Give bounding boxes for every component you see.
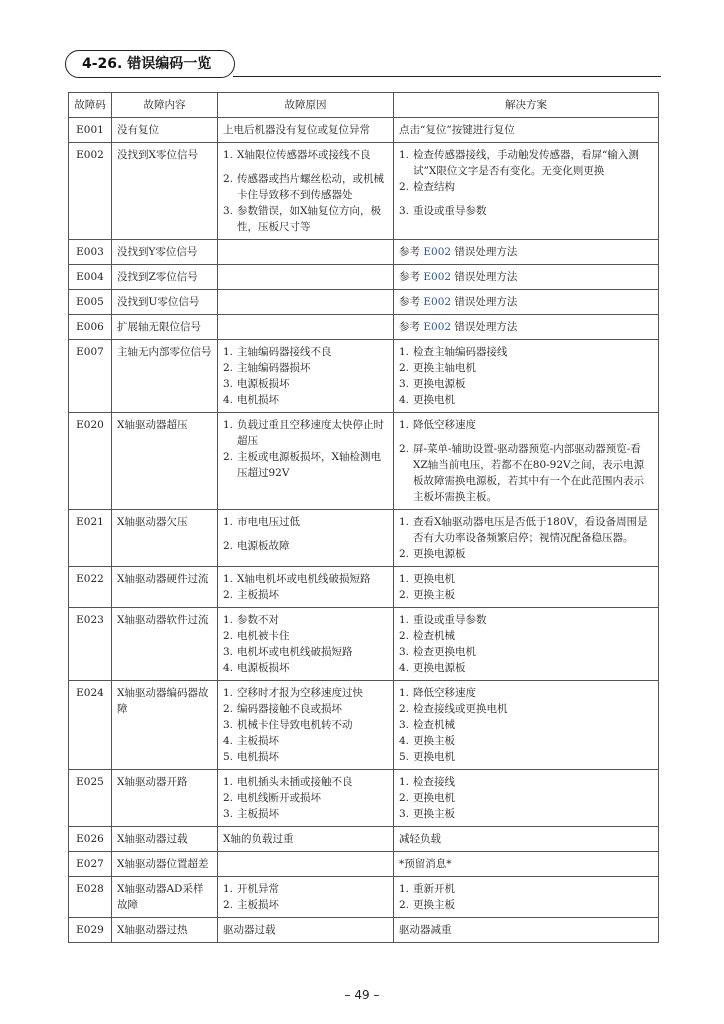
list-item (223, 628, 388, 644)
list-item-text: 检查传感器接线，手动触发传感器，看屏“输入测试”X限位文字是否有变化。无变化则更换 (413, 149, 639, 177)
list-item-text: 检查机械 (413, 719, 455, 731)
solution-cell (394, 340, 659, 413)
list-item-text: 更换主板 (413, 589, 455, 601)
list-item-number: 1. (399, 573, 410, 585)
list-item-number: 2. (399, 899, 410, 911)
list-item (399, 749, 653, 765)
cell-text: 驱动器减重 (399, 924, 452, 936)
list-item-text: 参数不对 (237, 614, 279, 626)
reference-prefix: 参考 (399, 296, 424, 308)
list-item-number: 2. (223, 362, 234, 374)
list-item-number: 5. (223, 751, 234, 763)
list-item-text: 主板损坏 (237, 808, 279, 820)
fault-cause-cell (218, 567, 394, 608)
list-item-text: 更换电源板 (413, 662, 466, 674)
list-item-number: 2. (399, 792, 410, 804)
fault-content-cell: X轴驱动器开路 (112, 770, 218, 827)
table-row (69, 877, 659, 918)
list-item (399, 587, 653, 603)
list-item (223, 147, 388, 163)
list-item (223, 806, 388, 822)
list-item-number: 1. (399, 776, 410, 788)
error-code-cell: E003 (69, 240, 112, 265)
list-item-number: 2. (223, 899, 234, 911)
list-item-number: 2. (223, 589, 234, 601)
list-item (223, 571, 388, 587)
error-code-cell: E023 (69, 608, 112, 681)
list-item-number: 1. (399, 883, 410, 895)
fault-content-cell: X轴驱动器超压 (112, 413, 218, 510)
list-item-number: 2. (223, 703, 234, 715)
list-item-text: 电源板损坏 (237, 378, 290, 390)
error-code-table (68, 92, 659, 943)
fault-cause-cell (218, 770, 394, 827)
list-item-text: 查看X轴驱动器电压是否低于180V，看设备周围是否有大功率设备频繁启停；视情况配备稳压器。 (413, 516, 648, 544)
list-item-number: 1. (223, 573, 234, 585)
list-item-number: 4. (399, 662, 410, 674)
cell-text: *预留消息* (399, 858, 452, 870)
table-row (69, 315, 659, 340)
reference-prefix: 参考 (399, 271, 424, 283)
reference-code-link[interactable]: E002 (423, 246, 452, 258)
list-item (223, 587, 388, 603)
solution-cell (394, 877, 659, 918)
list-item (223, 774, 388, 790)
list-item-number: 3. (223, 646, 234, 658)
list-item (223, 749, 388, 765)
list-item-number: 1. (399, 614, 410, 626)
list-item (223, 717, 388, 733)
list-item (223, 171, 388, 203)
page-number: – 49 – (344, 988, 380, 1002)
list-item-text: 参数错误，如X轴复位方向，极性，压板尺寸等 (237, 205, 381, 233)
list-item-text: 主板损坏 (237, 589, 279, 601)
table-row (69, 118, 659, 143)
fault-content-cell: X轴驱动器过热 (112, 918, 218, 943)
list-item-text: 更换主板 (413, 735, 455, 747)
table-row (69, 240, 659, 265)
section-title: 4-26. 错误编码一览 (65, 50, 235, 78)
error-code-cell: E024 (69, 681, 112, 770)
table-row (69, 510, 659, 567)
section-header (65, 50, 661, 80)
list-item (399, 571, 653, 587)
reference-prefix: 参考 (399, 321, 424, 333)
table-row (69, 770, 659, 827)
list-item-text: 检查接线或更换电机 (413, 703, 508, 715)
list-item (223, 392, 388, 408)
list-item (399, 514, 653, 546)
list-item-number: 1. (223, 149, 234, 161)
list-item (399, 628, 653, 644)
list-item-text: 主板或电源板损坏，X轴检测电压超过92V (237, 451, 381, 479)
error-code-cell: E025 (69, 770, 112, 827)
fault-cause-cell (218, 608, 394, 681)
list-item-text: 电源板故障 (237, 540, 290, 552)
fault-cause-cell (218, 118, 394, 143)
list-item-number: 2. (399, 443, 410, 455)
list-item (399, 660, 653, 676)
list-item (223, 612, 388, 628)
list-item-text: 负载过重且空移速度太快停止时超压 (237, 419, 384, 447)
fault-content-cell: 没找到Y零位信号 (112, 240, 218, 265)
error-code-cell: E001 (69, 118, 112, 143)
fault-cause-cell (218, 827, 394, 852)
list-item (399, 612, 653, 628)
solution-cell (394, 413, 659, 510)
error-code-cell: E020 (69, 413, 112, 510)
list-item (399, 392, 653, 408)
reference-line (399, 294, 653, 310)
list-item-text: 电机坏或电机线破损短路 (237, 646, 353, 658)
list-item (399, 881, 653, 897)
list-item-number: 4. (223, 735, 234, 747)
list-item-number: 1. (223, 516, 234, 528)
table-row (69, 143, 659, 240)
solution-cell (394, 118, 659, 143)
cell-text: X轴的负载过重 (223, 833, 294, 845)
list-item-text: 主轴编码器损坏 (237, 362, 311, 374)
list-item-number: 2. (399, 589, 410, 601)
list-item-number: 1. (223, 687, 234, 699)
list-item-text: 更换电机 (413, 573, 455, 585)
reference-code-link[interactable]: E002 (423, 321, 452, 333)
solution-cell (394, 265, 659, 290)
list-item (223, 417, 388, 449)
solution-cell (394, 827, 659, 852)
list-item-number: 3. (223, 205, 234, 217)
list-item-number: 2. (223, 451, 234, 463)
list-item-number: 1. (399, 516, 410, 528)
list-item-number: 3. (399, 646, 410, 658)
list-item (399, 717, 653, 733)
list-item-text: 开机异常 (237, 883, 279, 895)
spacer (223, 530, 388, 538)
fault-content-cell: 扩展轴无限位信号 (112, 315, 218, 340)
cell-text: 驱动器过载 (223, 924, 276, 936)
list-item (223, 360, 388, 376)
reference-prefix: 参考 (399, 246, 424, 258)
solution-cell (394, 567, 659, 608)
fault-content-cell: X轴驱动器硬件过流 (112, 567, 218, 608)
reference-suffix: 错误处理方法 (451, 296, 518, 308)
list-item (399, 147, 653, 179)
solution-cell (394, 608, 659, 681)
fault-cause-cell (218, 240, 394, 265)
fault-content-cell: 没找到U零位信号 (112, 290, 218, 315)
list-item (399, 344, 653, 360)
list-item (223, 701, 388, 717)
table-row (69, 265, 659, 290)
error-code-cell: E005 (69, 290, 112, 315)
fault-content-cell: 没有复位 (112, 118, 218, 143)
table-row (69, 340, 659, 413)
list-item-text: 重设或重导参数 (413, 205, 487, 217)
solution-cell (394, 510, 659, 567)
fault-content-cell: X轴驱动器编码器故障 (112, 681, 218, 770)
list-item-text: 更换电源板 (413, 548, 466, 560)
fault-content-cell: X轴驱动器欠压 (112, 510, 218, 567)
list-item-text: 更换电机 (413, 394, 455, 406)
list-item-number: 4. (399, 394, 410, 406)
list-item (399, 644, 653, 660)
list-item-number: 2. (399, 181, 410, 193)
reference-line (399, 319, 653, 335)
list-item-text: 更换电机 (413, 792, 455, 804)
list-item-number: 1. (223, 883, 234, 895)
list-item-text: 电机插头未插或接触不良 (237, 776, 353, 788)
fault-cause-cell (218, 265, 394, 290)
solution-cell (394, 315, 659, 340)
list-item-number: 4. (223, 394, 234, 406)
list-item-number: 3. (399, 205, 410, 217)
list-item-number: 2. (223, 630, 234, 642)
fault-content-cell: 主轴无内部零位信号 (112, 340, 218, 413)
fault-content-cell: X轴驱动器过载 (112, 827, 218, 852)
list-item-text: 检查结构 (413, 181, 455, 193)
list-item-text: 电机损坏 (237, 394, 279, 406)
spacer (223, 163, 388, 171)
reference-line (399, 269, 653, 285)
fault-cause-cell (218, 918, 394, 943)
fault-cause-cell (218, 877, 394, 918)
list-item-text: 电机被卡住 (237, 630, 290, 642)
error-code-cell: E027 (69, 852, 112, 877)
list-item-number: 3. (399, 719, 410, 731)
list-item (223, 376, 388, 392)
column-header-code: 故障码 (69, 93, 112, 118)
list-item-text: 重设或重导参数 (413, 614, 487, 626)
fault-content-cell: 没找到X零位信号 (112, 143, 218, 240)
spacer (399, 195, 653, 203)
list-item (223, 644, 388, 660)
list-item (399, 897, 653, 913)
fault-cause-cell (218, 290, 394, 315)
table-row (69, 413, 659, 510)
table-row (69, 608, 659, 681)
list-item-text: 机械卡住导致电机转不动 (237, 719, 353, 731)
list-item-number: 2. (399, 362, 410, 374)
solution-cell (394, 770, 659, 827)
list-item-number: 1. (223, 614, 234, 626)
list-item-text: 编码器接触不良或损坏 (237, 703, 342, 715)
list-item-number: 1. (223, 419, 234, 431)
list-item (223, 790, 388, 806)
list-item (399, 774, 653, 790)
table-header-row (69, 93, 659, 118)
list-item-text: 电源板损坏 (237, 662, 290, 674)
cell-text: 点击“复位”按键进行复位 (399, 124, 515, 136)
column-header-cause: 故障原因 (218, 93, 394, 118)
list-item (399, 790, 653, 806)
fault-cause-cell (218, 510, 394, 567)
list-item-text: 主板损坏 (237, 899, 279, 911)
solution-cell (394, 290, 659, 315)
list-item-text: 主轴编码器接线不良 (237, 346, 332, 358)
list-item-number: 1. (399, 419, 410, 431)
list-item-text: 电机损坏 (237, 751, 279, 763)
list-item (223, 538, 388, 554)
fault-content-cell: X轴驱动器软件过流 (112, 608, 218, 681)
cell-text: 减轻负载 (399, 833, 441, 845)
header-rule (233, 76, 661, 77)
table-row (69, 827, 659, 852)
reference-suffix: 错误处理方法 (451, 271, 518, 283)
error-code-cell: E022 (69, 567, 112, 608)
list-item (399, 441, 653, 505)
list-item (399, 203, 653, 219)
fault-cause-cell (218, 681, 394, 770)
list-item-number: 2. (399, 703, 410, 715)
reference-line (399, 244, 653, 260)
table-row (69, 567, 659, 608)
list-item-number: 3. (223, 378, 234, 390)
list-item-text: 电机线断开或损坏 (237, 792, 321, 804)
list-item (399, 806, 653, 822)
list-item (399, 701, 653, 717)
list-item-number: 5. (399, 751, 410, 763)
list-item (223, 344, 388, 360)
list-item-text: 检查更换电机 (413, 646, 476, 658)
list-item-number: 1. (399, 149, 410, 161)
list-item-number: 1. (399, 687, 410, 699)
error-code-cell: E029 (69, 918, 112, 943)
fault-cause-cell (218, 340, 394, 413)
list-item-text: 检查接线 (413, 776, 455, 788)
list-item-number: 2. (223, 792, 234, 804)
error-code-cell: E007 (69, 340, 112, 413)
list-item-text: 更换主板 (413, 808, 455, 820)
error-code-cell: E006 (69, 315, 112, 340)
table-body (69, 118, 659, 943)
reference-code-link[interactable]: E002 (423, 271, 452, 283)
list-item-text: 更换主轴电机 (413, 362, 476, 374)
table-row (69, 681, 659, 770)
list-item (399, 376, 653, 392)
list-item-text: 检查主轴编码器接线 (413, 346, 508, 358)
list-item (223, 733, 388, 749)
list-item (399, 546, 653, 562)
list-item-text: 降低空移速度 (413, 687, 476, 699)
error-code-cell: E002 (69, 143, 112, 240)
list-item-number: 1. (399, 346, 410, 358)
cell-text: 上电后机器没有复位或复位异常 (223, 124, 370, 136)
solution-cell (394, 240, 659, 265)
fault-content-cell: X轴驱动器位置超差 (112, 852, 218, 877)
list-item-text: 重新开机 (413, 883, 455, 895)
list-item (223, 897, 388, 913)
list-item-number: 1. (223, 776, 234, 788)
list-item-number: 1. (223, 346, 234, 358)
list-item (399, 179, 653, 195)
reference-suffix: 错误处理方法 (451, 246, 518, 258)
solution-cell (394, 143, 659, 240)
list-item-text: 更换主板 (413, 899, 455, 911)
list-item-number: 4. (223, 662, 234, 674)
list-item-text: 更换电源板 (413, 378, 466, 390)
fault-cause-cell (218, 315, 394, 340)
column-header-solution: 解决方案 (394, 93, 659, 118)
list-item-text: 降低空移速度 (413, 419, 476, 431)
list-item (399, 733, 653, 749)
list-item-text: 主板损坏 (237, 735, 279, 747)
list-item-text: 市电电压过低 (237, 516, 300, 528)
list-item-number: 2. (223, 540, 234, 552)
list-item (223, 660, 388, 676)
list-item-text: 检查机械 (413, 630, 455, 642)
list-item (399, 360, 653, 376)
fault-cause-cell (218, 413, 394, 510)
fault-cause-cell (218, 143, 394, 240)
error-code-cell: E004 (69, 265, 112, 290)
error-code-cell: E028 (69, 877, 112, 918)
fault-content-cell: 没找到Z零位信号 (112, 265, 218, 290)
table-row (69, 852, 659, 877)
list-item-text: 传感器或挡片螺丝松动，或机械卡住导致移不到传感器处 (237, 173, 384, 201)
solution-cell (394, 918, 659, 943)
list-item-number: 3. (399, 378, 410, 390)
list-item-number: 3. (223, 719, 234, 731)
reference-suffix: 错误处理方法 (451, 321, 518, 333)
table-row (69, 918, 659, 943)
list-item-number: 4. (399, 735, 410, 747)
list-item-text: X轴限位传感器坏或接线不良 (237, 149, 371, 161)
solution-cell (394, 681, 659, 770)
error-code-cell: E021 (69, 510, 112, 567)
fault-content-cell: X轴驱动器AD采样故障 (112, 877, 218, 918)
solution-cell (394, 852, 659, 877)
list-item (223, 514, 388, 530)
list-item-number: 2. (223, 173, 234, 185)
list-item-number: 3. (399, 808, 410, 820)
list-item-number: 2. (399, 630, 410, 642)
list-item (223, 685, 388, 701)
spacer (399, 433, 653, 441)
list-item (399, 417, 653, 433)
reference-code-link[interactable]: E002 (423, 296, 452, 308)
list-item-number: 2. (399, 548, 410, 560)
fault-cause-cell (218, 852, 394, 877)
list-item-text: 屏-菜单-辅助设置-驱动器预览-内部驱动器预览-看XZ轴当前电压，若都不在80-92V之间，表示电源板故障需换电源板，若其中有一个在此范围内表示主板坏需换主板。 (413, 443, 645, 503)
list-item (223, 203, 388, 235)
list-item-text: 更换电机 (413, 751, 455, 763)
list-item (223, 881, 388, 897)
table-row (69, 290, 659, 315)
list-item-text: 空移时才报为空移速度过快 (237, 687, 363, 699)
list-item-text: X轴电机坏或电机线破损短路 (237, 573, 371, 585)
list-item-number: 3. (223, 808, 234, 820)
list-item (223, 449, 388, 481)
error-code-cell: E026 (69, 827, 112, 852)
column-header-content: 故障内容 (112, 93, 218, 118)
list-item (399, 685, 653, 701)
